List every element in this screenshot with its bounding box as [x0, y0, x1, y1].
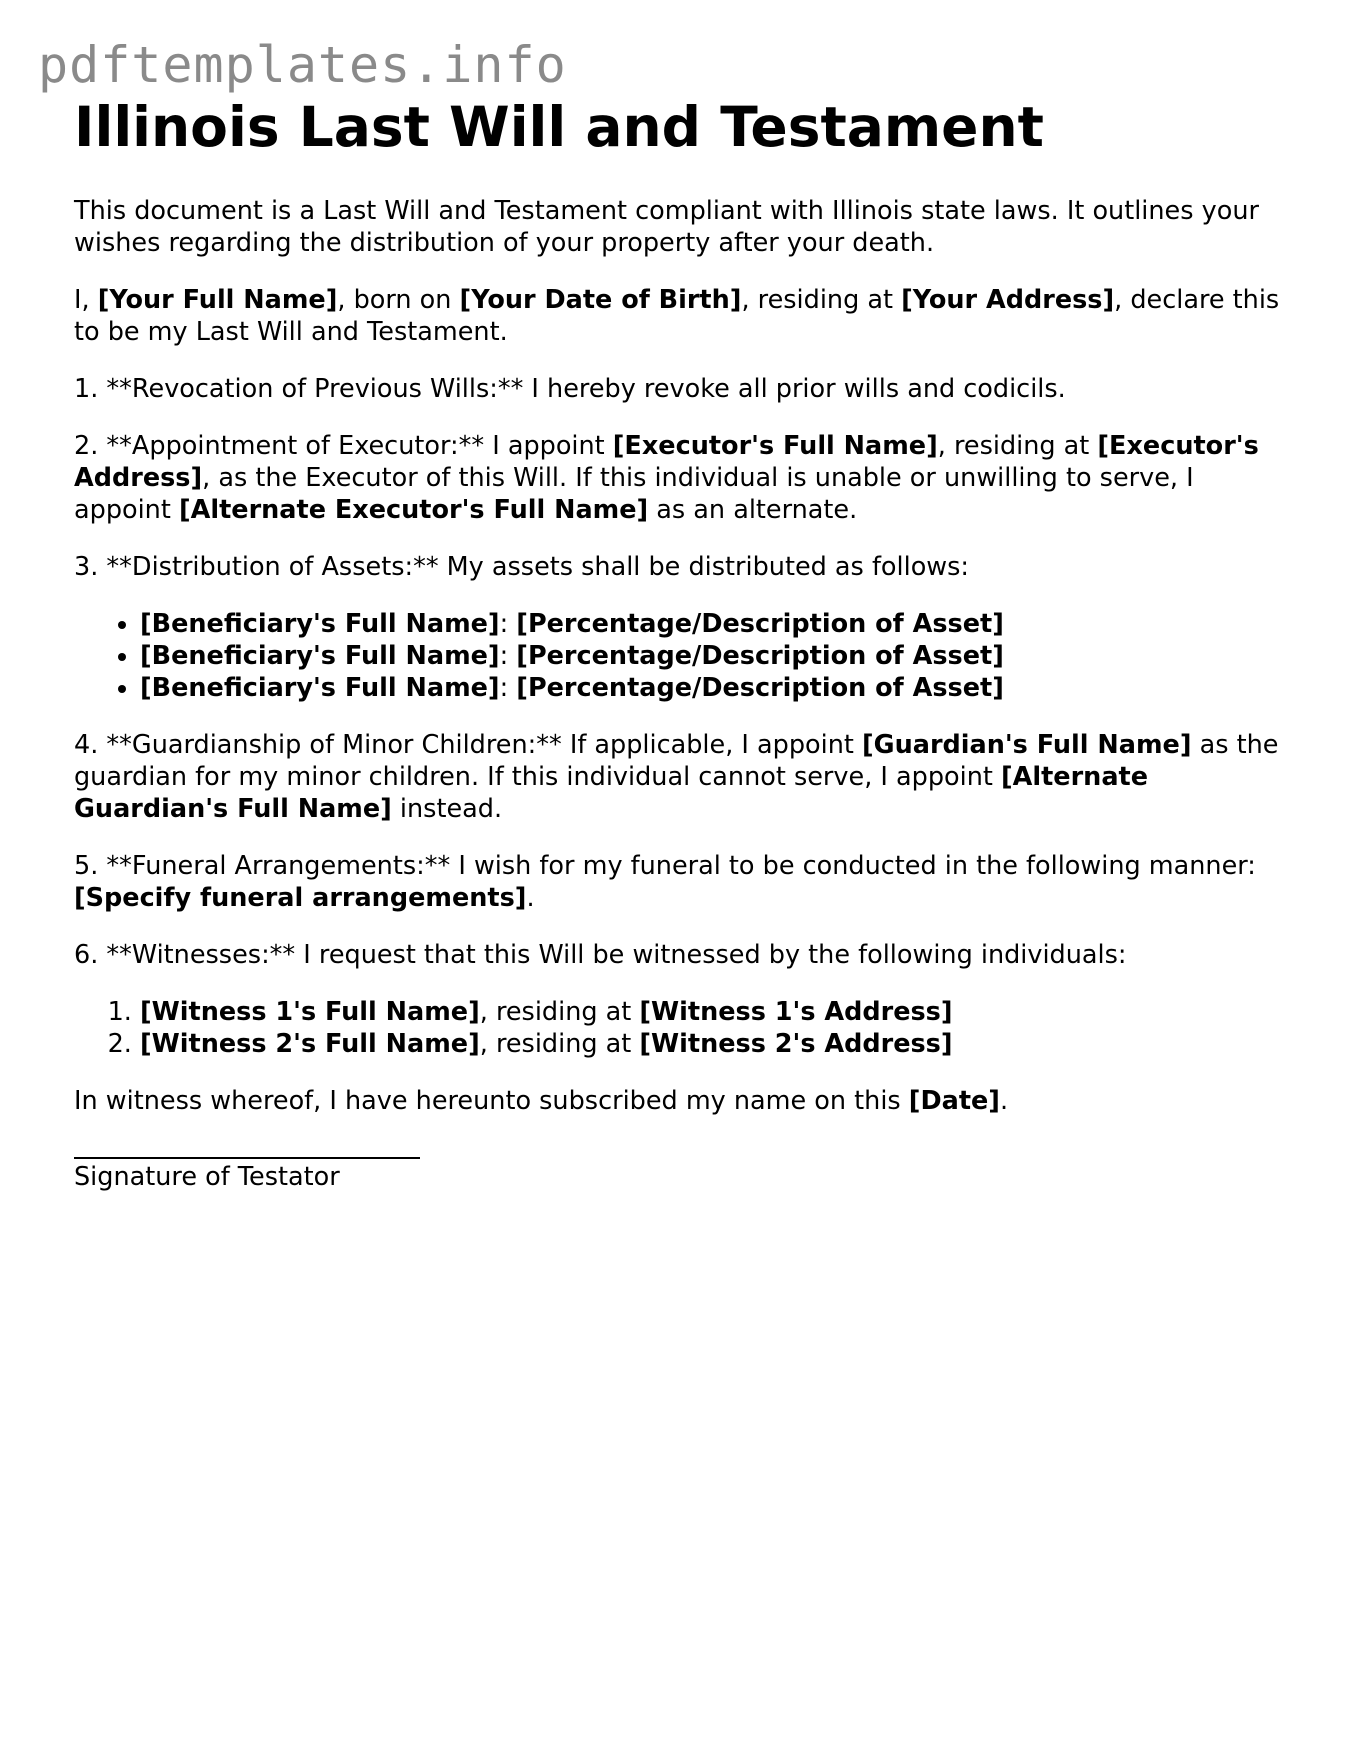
beneficiary-separator: :	[499, 641, 517, 672]
executor-clause	[74, 430, 1294, 526]
asset-placeholder: [Percentage/Description of Asset]	[516, 641, 1004, 672]
witness-list	[74, 996, 1294, 1060]
page-title: Illinois Last Will and Testament	[74, 95, 1044, 159]
funeral-text: .	[526, 883, 535, 914]
witness-name-placeholder: [Witness 1's Full Name]	[140, 997, 480, 1028]
signature-line	[74, 1155, 420, 1159]
asset-placeholder: [Percentage/Description of Asset]	[516, 609, 1004, 640]
distribution-clause: 3. **Distribution of Assets:** My assets shall be distributed as follows:	[74, 552, 970, 583]
beneficiary-name-placeholder: [Beneficiary's Full Name]	[140, 609, 500, 640]
witness-text: , residing at	[479, 997, 640, 1028]
funeral-text: 5. **Funeral Arrangements:** I wish for my funeral to be conducted in the following manner:	[74, 851, 1256, 882]
closing-text: In witness whereof, I have hereunto subscribed my name on this	[74, 1086, 909, 1117]
alternate-guardian-placeholder: [Alternate Guardian's Full Name]	[74, 762, 1149, 825]
beneficiary-item	[140, 640, 1294, 672]
declaration-paragraph	[74, 284, 1294, 348]
beneficiary-item	[140, 608, 1294, 640]
declaration-text: , born on	[337, 285, 460, 316]
guardian-name-placeholder: [Guardian's Full Name]	[862, 730, 1192, 761]
witnesses-clause: 6. **Witnesses:** I request that this Will be witnessed by the following individuals:	[74, 940, 1127, 971]
witness-text: , residing at	[479, 1029, 640, 1060]
declaration-text: , declare this to be my Last Will and Testament.	[74, 285, 1280, 348]
beneficiary-name-placeholder: [Beneficiary's Full Name]	[140, 673, 500, 704]
executor-text: , as the Executor of this Will. If this individual is unable or unwilling to serve, I appoint	[74, 463, 1194, 526]
beneficiary-separator: :	[499, 673, 517, 704]
executor-address-placeholder: [Executor's Address]	[74, 431, 1259, 494]
witness-item	[140, 1028, 1294, 1060]
guardianship-text: as the guardian for my minor children. If this individual cannot serve, I appoint	[74, 730, 1279, 793]
beneficiary-name-placeholder: [Beneficiary's Full Name]	[140, 641, 500, 672]
funeral-clause	[74, 850, 1294, 914]
beneficiary-list	[74, 608, 1294, 704]
guardianship-text: instead.	[391, 794, 503, 825]
watermark: pdftemplates.info	[38, 36, 567, 94]
declaration-text: I,	[74, 285, 98, 316]
alternate-executor-placeholder: [Alternate Executor's Full Name]	[178, 495, 649, 526]
witness-address-placeholder: [Witness 1's Address]	[639, 997, 953, 1028]
executor-name-placeholder: [Executor's Full Name]	[612, 431, 938, 462]
testator-address-placeholder: [Your Address]	[901, 285, 1115, 316]
testator-name-placeholder: [Your Full Name]	[97, 285, 338, 316]
beneficiary-item	[140, 672, 1294, 704]
document-page	[74, 96, 1294, 1193]
witness-name-placeholder: [Witness 2's Full Name]	[140, 1029, 480, 1060]
intro-paragraph: This document is a Last Will and Testament compliant with Illinois state laws. It outlines your wishes regarding the distribution of your property after your death.	[74, 196, 1259, 259]
declaration-text: , residing at	[741, 285, 902, 316]
date-placeholder: [Date]	[908, 1086, 1000, 1117]
executor-text: 2. **Appointment of Executor:** I appoint	[74, 431, 613, 462]
executor-text: , residing at	[937, 431, 1098, 462]
guardianship-clause	[74, 729, 1294, 825]
witness-item	[140, 996, 1294, 1028]
closing-text: .	[999, 1086, 1009, 1117]
date-of-birth-placeholder: [Your Date of Birth]	[459, 285, 742, 316]
signature-label: Signature of Testator	[74, 1162, 340, 1193]
beneficiary-separator: :	[499, 609, 517, 640]
guardianship-text: 4. **Guardianship of Minor Children:** If applicable, I appoint	[74, 730, 862, 761]
funeral-arrangements-placeholder: [Specify funeral arrangements]	[74, 883, 527, 914]
closing-statement	[74, 1085, 1294, 1117]
executor-text: as an alternate.	[648, 495, 858, 526]
witness-address-placeholder: [Witness 2's Address]	[639, 1029, 953, 1060]
asset-placeholder: [Percentage/Description of Asset]	[516, 673, 1004, 704]
revocation-clause: 1. **Revocation of Previous Wills:** I hereby revoke all prior wills and codicils.	[74, 374, 1066, 405]
